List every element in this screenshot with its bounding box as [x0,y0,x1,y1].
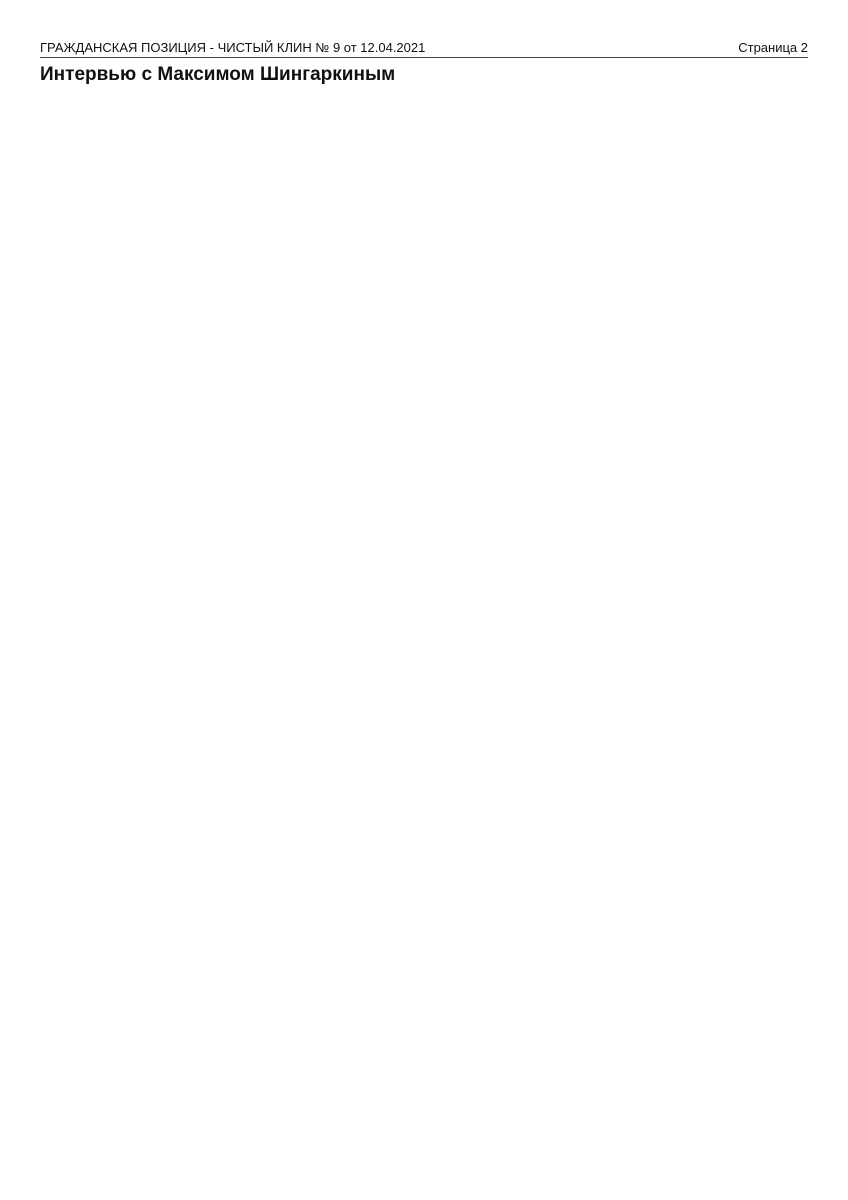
article-body [40,90,808,1150]
left-column [40,90,417,1150]
right-column [431,90,808,1150]
page-number: Страница 2 [738,40,808,55]
page-header [40,40,808,58]
article-title: Интервью с Максимом Шингаркиным [40,64,396,85]
publication-title: ГРАЖДАНСКАЯ ПОЗИЦИЯ - ЧИСТЫЙ КЛИН № 9 от 12.04.2021 [40,40,426,55]
